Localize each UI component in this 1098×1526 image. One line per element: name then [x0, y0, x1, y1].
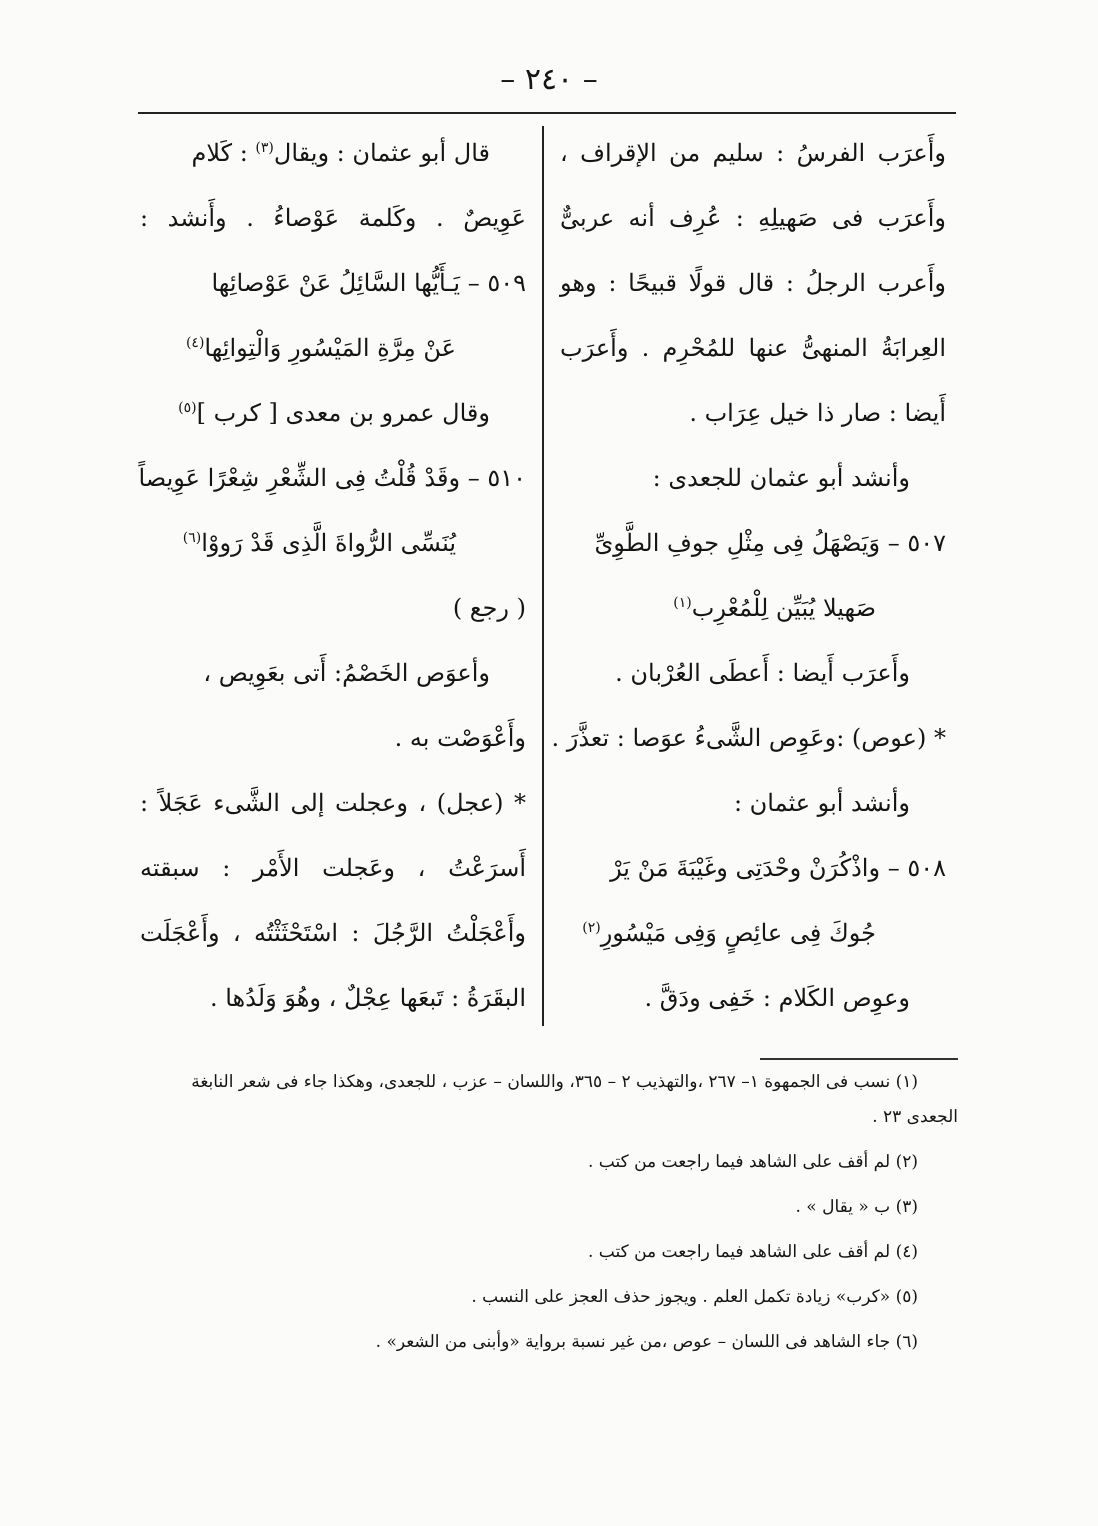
text-line: صَهيلا يُبَيِّن لِلْمُعْرِب$^{(١)}$ [673, 594, 876, 622]
text-line: البقَرَةُ : تَبعَها عِجْلٌ ، وهُوَ وَلَدُها . [209, 984, 526, 1012]
footnote: (٢) لم أقف على الشاهد فيما راجعت من كتب . [587, 1152, 918, 1172]
column-divider [542, 126, 544, 1026]
text-line: ٥٠٩ – يَـأَيُّها السَّائِلُ عَنْ عَوْصائِها [211, 269, 526, 297]
text-line: أَيضا : صار ذا خيل عِرَاب . [689, 399, 946, 427]
text-line: وأَعْوَصْت به . [394, 724, 526, 752]
text-line: ٥١٠ – وقَدْ قُلْتُ فِى الشِّعْرِ شِعْرًا عَوِيصاً [138, 464, 526, 492]
footnote-marker: (٢) [582, 920, 601, 936]
text-line: عَوِيصٌ . وكَلمة عَوْصاءُ . وأَنشد : [140, 204, 526, 232]
text-line: العِرابَةُ المنهىُّ عنها للمُحْرِم . وأَعرَب [560, 334, 946, 362]
footnote-marker: (١) [673, 595, 692, 611]
text-line: جُوكَ فِى عائِصٍ وَفِى مَيْسُورِ$^{(٢)}$ [582, 919, 876, 947]
text-line: وأَعرَب الفرسُ : سليم من الإقراف ، [560, 139, 946, 167]
footnote: (٣) ب « يقال » . [795, 1197, 918, 1217]
text-line: ٥٠٨ – واذْكُرَنْ وحْدَتِى وغَيْبَةَ مَنْ يَرْ [610, 854, 946, 882]
text-line: * (عوص) :وعَوِص الشَّىءُ عوَصا : تعذَّرَ . [551, 724, 946, 752]
text-line: وأَعْجَلْتُ الرَّجُلَ : اسْتَحْثَثْتُه ، وأَعْجَلَت [140, 919, 526, 947]
text-line: وأنشد أبو عثمان : [733, 789, 910, 817]
footnote-marker: (٦) [182, 530, 202, 546]
text-line: قال أبو عثمان : ويقال$^{(٣)}$ : كَلام [191, 139, 490, 167]
footnote: (١) نسب فى الجمهوة ١– ٢٦٧ ،والتهذيب ٢ – ٣٦٥، واللسان – عزب ، للجعدى، وهكذا جاء فى شعر النابغة [191, 1072, 918, 1092]
text-line: عَنْ مِرَّةِ المَيْسُورِ وَالْتِوائِها$^{(٤)}$ [185, 334, 456, 362]
text-line: وأَعرَب أَيضا : أَعطَى العُرْبان . [615, 659, 910, 687]
left-column [140, 138, 526, 1048]
text-line: ( رجع ) [452, 594, 526, 622]
text-line: وأَعرَب فى صَهيلِهِ : عُرِف أنه عربىٌّ [560, 204, 946, 232]
footnote: (٦) جاء الشاهد فى اللسان – عوص ،من غير نسبة برواية «وأبنى من الشعر» . [375, 1332, 918, 1352]
text-line: وأنشد أبو عثمان للجعدى : [652, 464, 910, 492]
text-line: أَسرَعْتُ ، وعَجلت الأَمْر : سبقته [140, 854, 526, 882]
text-line: وأَعرب الرجلُ : قال قولًا قبيحًا : وهو [560, 269, 946, 297]
footnote-rule [760, 1058, 958, 1060]
footnote: (٤) لم أقف على الشاهد فيما راجعت من كتب . [587, 1242, 918, 1262]
footnote: (٥) «كرب» زيادة تكمل العلم . ويجوز حذف العجز على النسب . [471, 1287, 918, 1307]
footnote-marker: (٤) [185, 335, 205, 351]
text-line: * (عجل) ، وعجلت إلى الشَّىء عَجَلاً : [140, 789, 526, 817]
text-line: ٥٠٧ – وَيَصْهَلُ فِى مِثْلِ جوفِ الطَّوِىِّ [594, 529, 946, 557]
text-line: وأعوَص الخَصْمُ: أَتى بعَوِيص ، [203, 659, 490, 687]
footnote-marker: (٣) [255, 140, 274, 156]
text-line: وعوِص الكَلام : خَفِى ودَقَّ . [644, 984, 910, 1012]
page-number: – ٢٤٠ – [500, 62, 598, 97]
right-column [551, 138, 946, 1048]
text-line: وقال عمرو بن معدى [ كرب ]$^{(٥)}$ [178, 399, 490, 427]
text-line: يُنَسِّى الرُّواةَ الَّذِى قَدْ رَووْا$^{(٦)}$ [182, 529, 456, 557]
footnote: الجعدى ٢٣ . [872, 1107, 958, 1127]
footnote-marker: (٥) [178, 400, 197, 416]
footnotes [140, 1072, 958, 1377]
top-rule [138, 112, 956, 114]
